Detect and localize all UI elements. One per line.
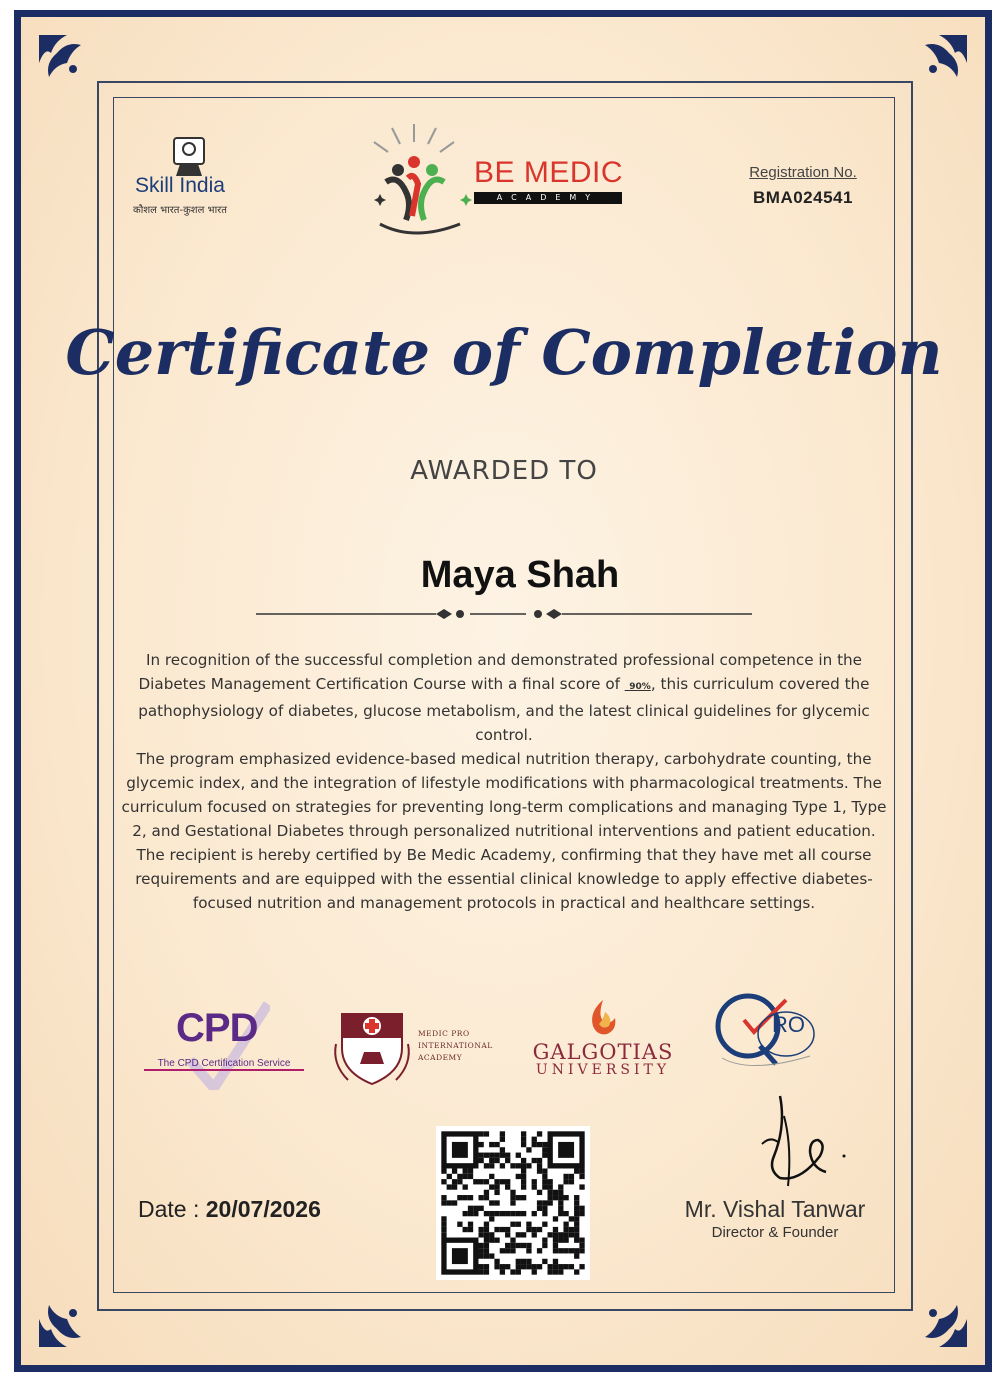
medic-pro-line-3: ACADEMY (418, 1053, 463, 1062)
medic-pro-crest-icon (330, 1004, 414, 1088)
be-medic-subtitle: ACADEMY (474, 192, 622, 204)
galgotias-subtitle: UNIVERSITY (535, 1062, 671, 1078)
ornamental-divider (256, 602, 752, 626)
signer-name: Mr. Vishal Tanwar (684, 1196, 866, 1222)
medic-pro-line-2: INTERNATIONAL (418, 1041, 493, 1050)
registration-label: Registration No. (749, 164, 857, 181)
skill-india-title: Skill India (135, 174, 225, 197)
signature-icon (740, 1086, 850, 1196)
medic-pro-text (418, 1028, 518, 1064)
qro-logo (710, 990, 830, 1076)
awarded-to-label: AWARDED TO (410, 456, 598, 486)
cpd-caption: The CPD Certification Service (144, 1058, 304, 1071)
corner-ornament-icon (911, 1291, 969, 1349)
galgotias-flame-icon (583, 998, 623, 1038)
body-paragraph-2: The program emphasized evidence-based medical nutrition therapy, carbohydrate counting, the glycemic index, and the integration of lifestyle modifications with pharmacological treatments. The curriculum focused on strategies for preventing long-term complications and managing Type 1, Type 2, and Gestational Diabetes through personalized nutritional interventions and patient education. (121, 750, 887, 840)
skill-india-tagline: कौशल भारत-कुशल भारत (133, 205, 227, 216)
corner-ornament-icon (37, 1291, 95, 1349)
final-score: _90% (624, 682, 651, 692)
be-medic-figures-icon (356, 112, 472, 242)
medic-pro-logo (330, 1004, 520, 1090)
qro-label: RO (772, 1012, 805, 1037)
be-medic-logo (356, 112, 636, 242)
registration-number: BMA024541 (753, 188, 853, 207)
galgotias-logo (526, 996, 680, 1088)
certificate-body (112, 648, 896, 915)
body-paragraph-1-start: In recognition of the successful completion and demonstrated professional competence in the Diabetes Management Certification Course with a final score of (138, 651, 863, 693)
body-paragraph-1 (112, 648, 896, 747)
certificate-title: Certificate of Completion (65, 316, 943, 389)
corner-ornament-icon (911, 33, 969, 91)
certificate-date (138, 1196, 321, 1223)
galgotias-name: GALGOTIAS (532, 1040, 674, 1064)
body-paragraph-1-end: , this curriculum covered the pathophysiology of diabetes, glucose metabolism, and the latest clinical guidelines for glycemic control. (138, 675, 870, 744)
date-label: Date : (138, 1196, 206, 1222)
cpd-mark: CPD (176, 1006, 258, 1050)
medic-pro-line-1: MEDIC PRO (418, 1029, 470, 1038)
be-medic-title: BE MEDIC (474, 156, 624, 189)
body-paragraph-3: The recipient is hereby certified by Be Medic Academy, confirming that they have met all course requirements and are equipped with the essential clinical knowledge to apply effective diabetes-focused nutrition and management protocols in practical and healthcare settings. (135, 846, 873, 912)
recipient-name: Maya Shah (420, 554, 620, 596)
signer-role: Director & Founder (711, 1224, 839, 1241)
qr-code-icon (436, 1126, 590, 1280)
corner-ornament-icon (37, 33, 95, 91)
date-value: 20/07/2026 (205, 1196, 321, 1222)
skill-india-logo (120, 126, 240, 226)
cpd-logo (140, 1000, 310, 1090)
